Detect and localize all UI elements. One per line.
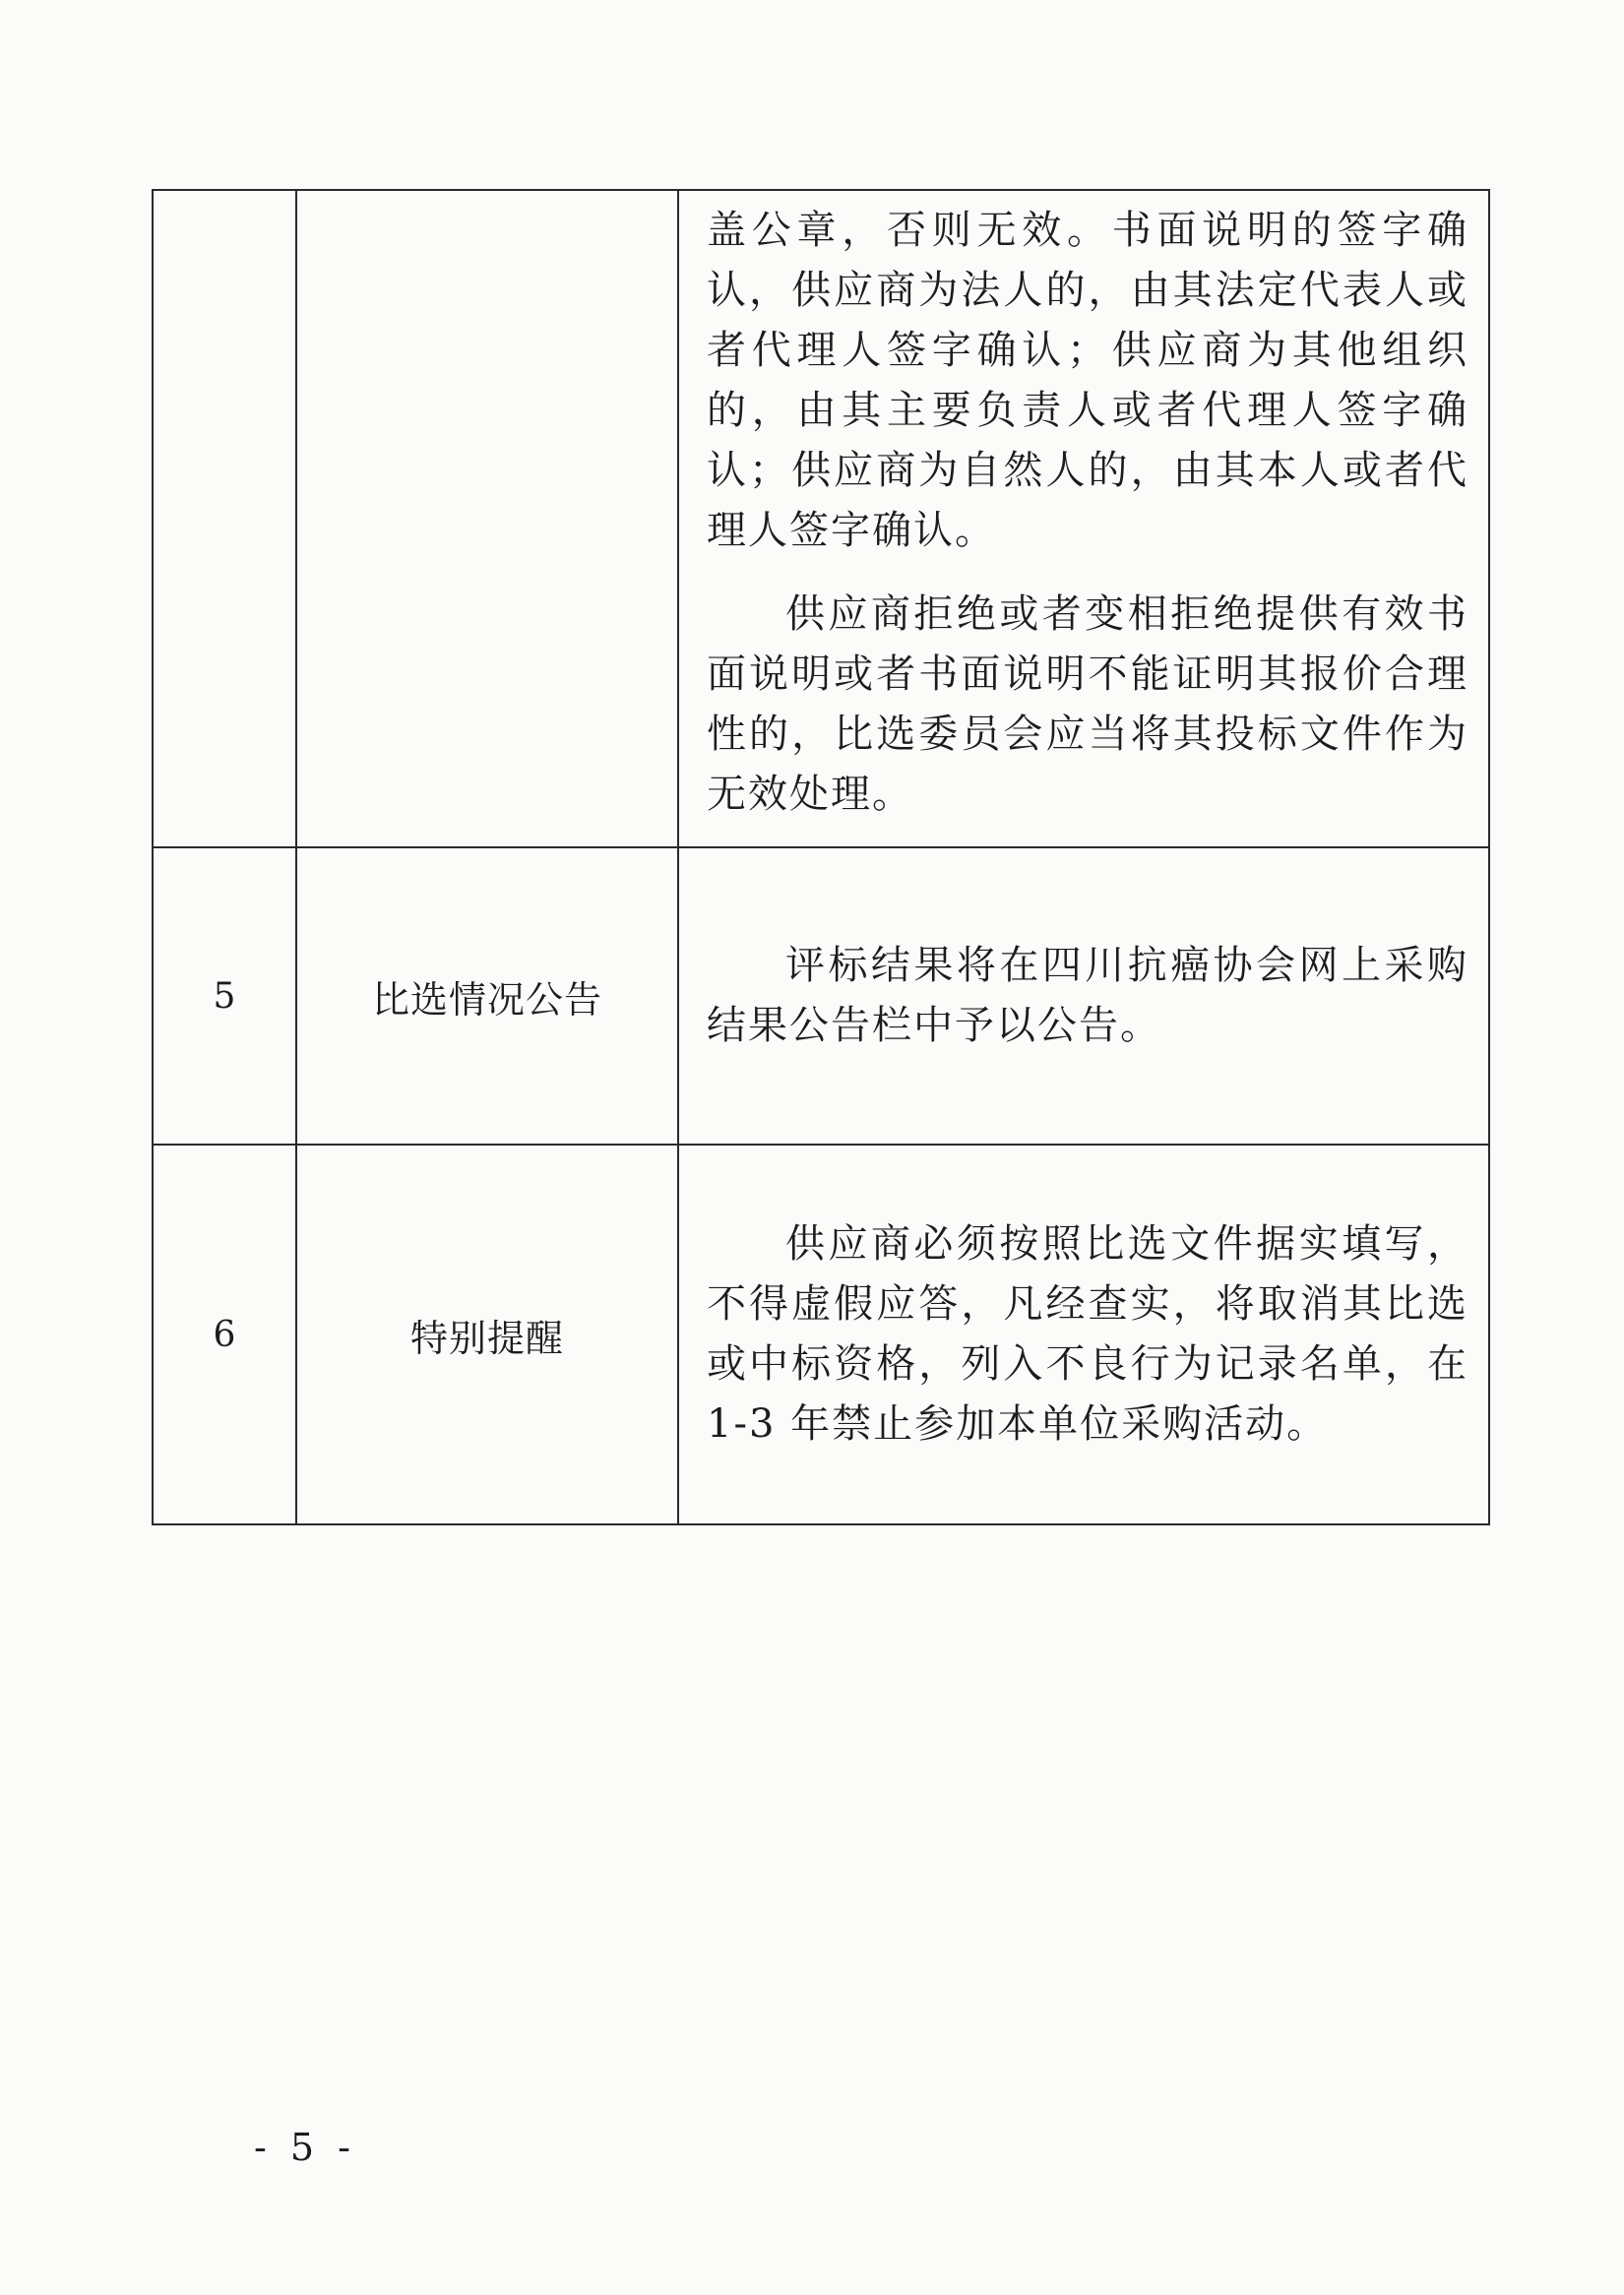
table-row (153, 1145, 1489, 1524)
row-item-cell: 特别提醒 (296, 1145, 678, 1524)
content-paragraph: 评标结果将在四川抗癌协会网上采购结果公告栏中予以公告。 (707, 943, 1468, 1048)
row-content-cell (678, 847, 1489, 1145)
row-content-cell (678, 1145, 1489, 1524)
content-paragraph: 盖公章，否则无效。书面说明的签字确认，供应商为法人的，由其法定代表人或者代理人签字确认；供应商为其他组织的，由其主要负责人或者代理人签字确认；供应商为自然人的，由其本人或者代理人签字确认。 (707, 208, 1468, 553)
row-number-cell: 6 (153, 1145, 296, 1524)
row-number-cell: 5 (153, 847, 296, 1145)
row-item-cell: 比选情况公告 (296, 847, 678, 1145)
table-row (153, 190, 1489, 847)
content-paragraph: 供应商拒绝或者变相拒绝提供有效书面说明或者书面说明不能证明其报价合理性的，比选委员会应当将其投标文件作为无效处理。 (707, 591, 1468, 817)
row-item-cell (296, 190, 678, 847)
row-content-cell (678, 190, 1489, 847)
requirements-table (152, 189, 1490, 1525)
page-number-text: - 5 - (254, 2126, 357, 2169)
content-paragraph: 供应商必须按照比选文件据实填写，不得虚假应答，凡经查实，将取消其比选或中标资格，列入不良行为记录名单，在 1-3 年禁止参加本单位采购活动。 (707, 1221, 1468, 1447)
table-row (153, 847, 1489, 1145)
row-number-cell (153, 190, 296, 847)
